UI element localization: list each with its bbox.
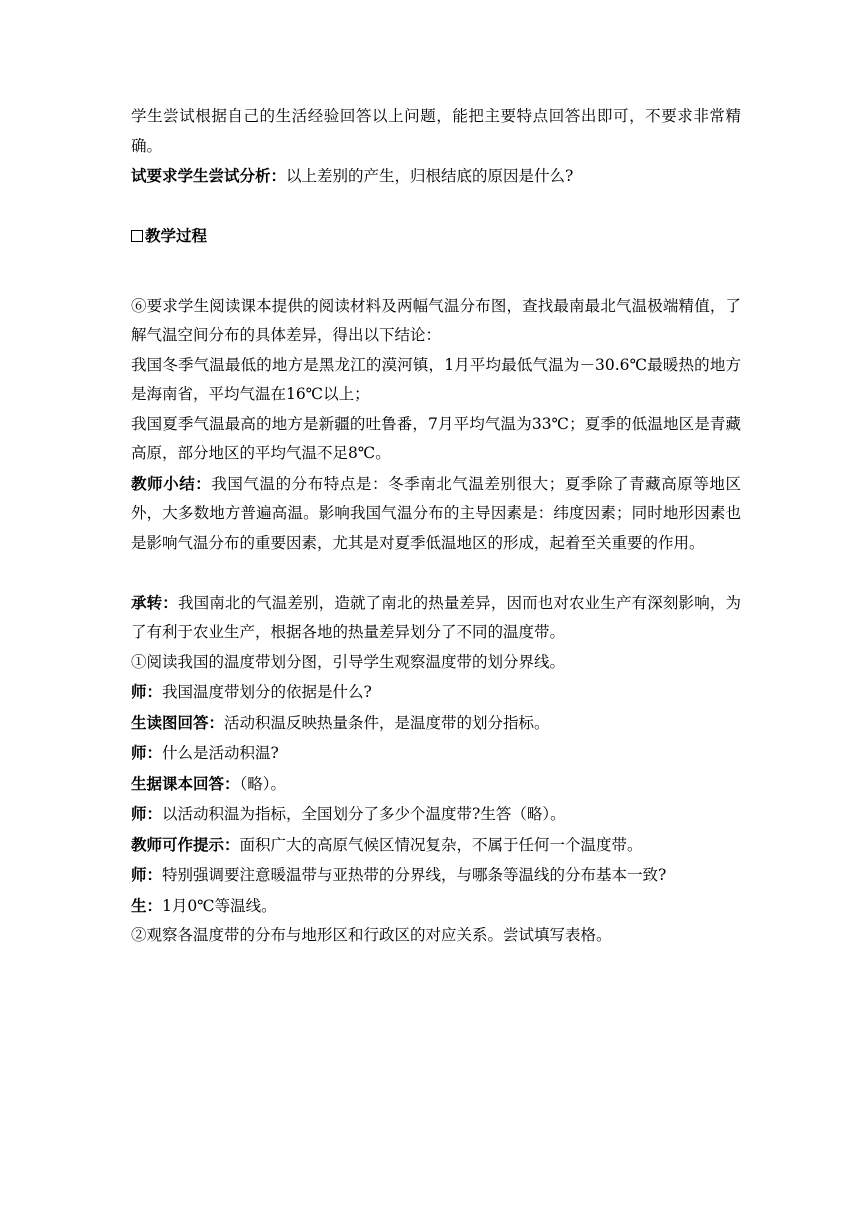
spacer bbox=[131, 192, 741, 222]
paragraph-teacher-emphasis bbox=[131, 860, 741, 891]
paragraph-text: 特别强调要注意暖温带与亚热带的分界线，与哪条等温线的分布基本一致? bbox=[162, 866, 667, 884]
paragraph-text: 活动积温反映热量条件，是温度带的划分指标。 bbox=[224, 713, 550, 732]
spacer bbox=[131, 251, 741, 292]
paragraph-summer-temperature bbox=[131, 410, 741, 469]
paragraph-label: 师： bbox=[131, 804, 163, 823]
paragraph-student-answer-3 bbox=[131, 891, 741, 922]
paragraph-text: 我国夏季气温最高的地方是新疆的吐鲁番，7月平均气温为33℃；夏季的低温地区是青藏高原，部分地区的平均气温不足8℃。 bbox=[131, 414, 741, 462]
paragraph-label: 教师可作提示： bbox=[131, 834, 240, 854]
paragraph-label: 试要求学生尝试分析： bbox=[131, 166, 287, 185]
paragraph-student-answer-1 bbox=[131, 708, 741, 739]
document-body bbox=[131, 102, 741, 951]
paragraph-student-answer-2 bbox=[131, 769, 741, 800]
spacer bbox=[131, 558, 741, 588]
paragraph-text: 我国冬季气温最低的地方是黑龙江的漠河镇，1月平均最低气温为－30.6℃最暖热的地方是海南省，平均气温在16℃以上； bbox=[131, 355, 741, 403]
paragraph-teacher-summary bbox=[131, 469, 741, 559]
paragraph-student-attempt bbox=[131, 102, 741, 161]
paragraph-teacher-hint bbox=[131, 830, 741, 861]
paragraph-teacher-question-3 bbox=[131, 799, 741, 830]
paragraph-analysis-prompt bbox=[131, 161, 741, 192]
paragraph-text: ②观察各温度带的分布与地形区和行政区的对应关系。尝试填写表格。 bbox=[131, 926, 612, 944]
paragraph-winter-temperature bbox=[131, 351, 741, 410]
paragraph-text: ⑥要求学生阅读课本提供的阅读材料及两幅气温分布图，查找最南最北气温极端精值，了解气温空间分布的具体差异，得出以下结论： bbox=[131, 296, 741, 344]
paragraph-text: 学生尝试根据自己的生活经验回答以上问题，能把主要特点回答出即可，不要求非常精确。 bbox=[131, 107, 741, 155]
paragraph-text: 以上差别的产生，归根结底的原因是什么? bbox=[286, 167, 574, 185]
paragraph-transition bbox=[131, 588, 741, 648]
paragraph-label: 生： bbox=[131, 895, 163, 915]
paragraph-text: 面积广大的高原气候区情况复杂，不属于任何一个温度带。 bbox=[239, 835, 643, 854]
checkbox-square-icon bbox=[131, 230, 143, 242]
paragraph-text: （略）。 bbox=[239, 774, 287, 793]
paragraph-teacher-question-2 bbox=[131, 738, 741, 769]
paragraph-label: 师： bbox=[131, 743, 163, 762]
paragraph-label: 生读图回答： bbox=[131, 712, 225, 732]
paragraph-text: 以活动积温为指标，全国划分了多少个温度带?生答（略）。 bbox=[162, 805, 566, 823]
paragraph-text: 1月0℃等温线。 bbox=[162, 896, 277, 915]
section-heading bbox=[131, 221, 741, 251]
paragraph-text: 我国气温的分布特点是：冬季南北气温差别很大；夏季除了青藏高原等地区外，大多数地方普遍高温。影响我国气温分布的主导因素是：纬度因素；同时地形因素也是影响气温分布的重要因素，尤其是对夏季低温地区的形成，起着至关重要的作用。 bbox=[131, 474, 741, 552]
paragraph-label: 承转： bbox=[131, 592, 178, 612]
paragraph-teacher-question-1 bbox=[131, 677, 741, 708]
paragraph-text: 我国温度带划分的依据是什么? bbox=[162, 683, 372, 701]
paragraph-label: 教师小结： bbox=[131, 473, 212, 493]
section-title: 教学过程 bbox=[145, 226, 208, 245]
paragraph-reading-task bbox=[131, 292, 741, 351]
paragraph-label: 师： bbox=[131, 865, 163, 884]
paragraph-observe-table bbox=[131, 921, 741, 951]
paragraph-text: 我国南北的气温差别，造就了南北的热量差异，因而也对农业生产有深刻影响，为了有利于农业生产，根据各地的热量差异划分了不同的温度带。 bbox=[131, 593, 741, 641]
paragraph-label: 师： bbox=[131, 682, 163, 701]
paragraph-text: 什么是活动积温? bbox=[162, 744, 279, 762]
paragraph-read-map bbox=[131, 648, 741, 678]
paragraph-label: 生据课本回答： bbox=[131, 773, 240, 793]
paragraph-text: ①阅读我国的温度带划分图，引导学生观察温度带的划分界线。 bbox=[131, 652, 566, 671]
